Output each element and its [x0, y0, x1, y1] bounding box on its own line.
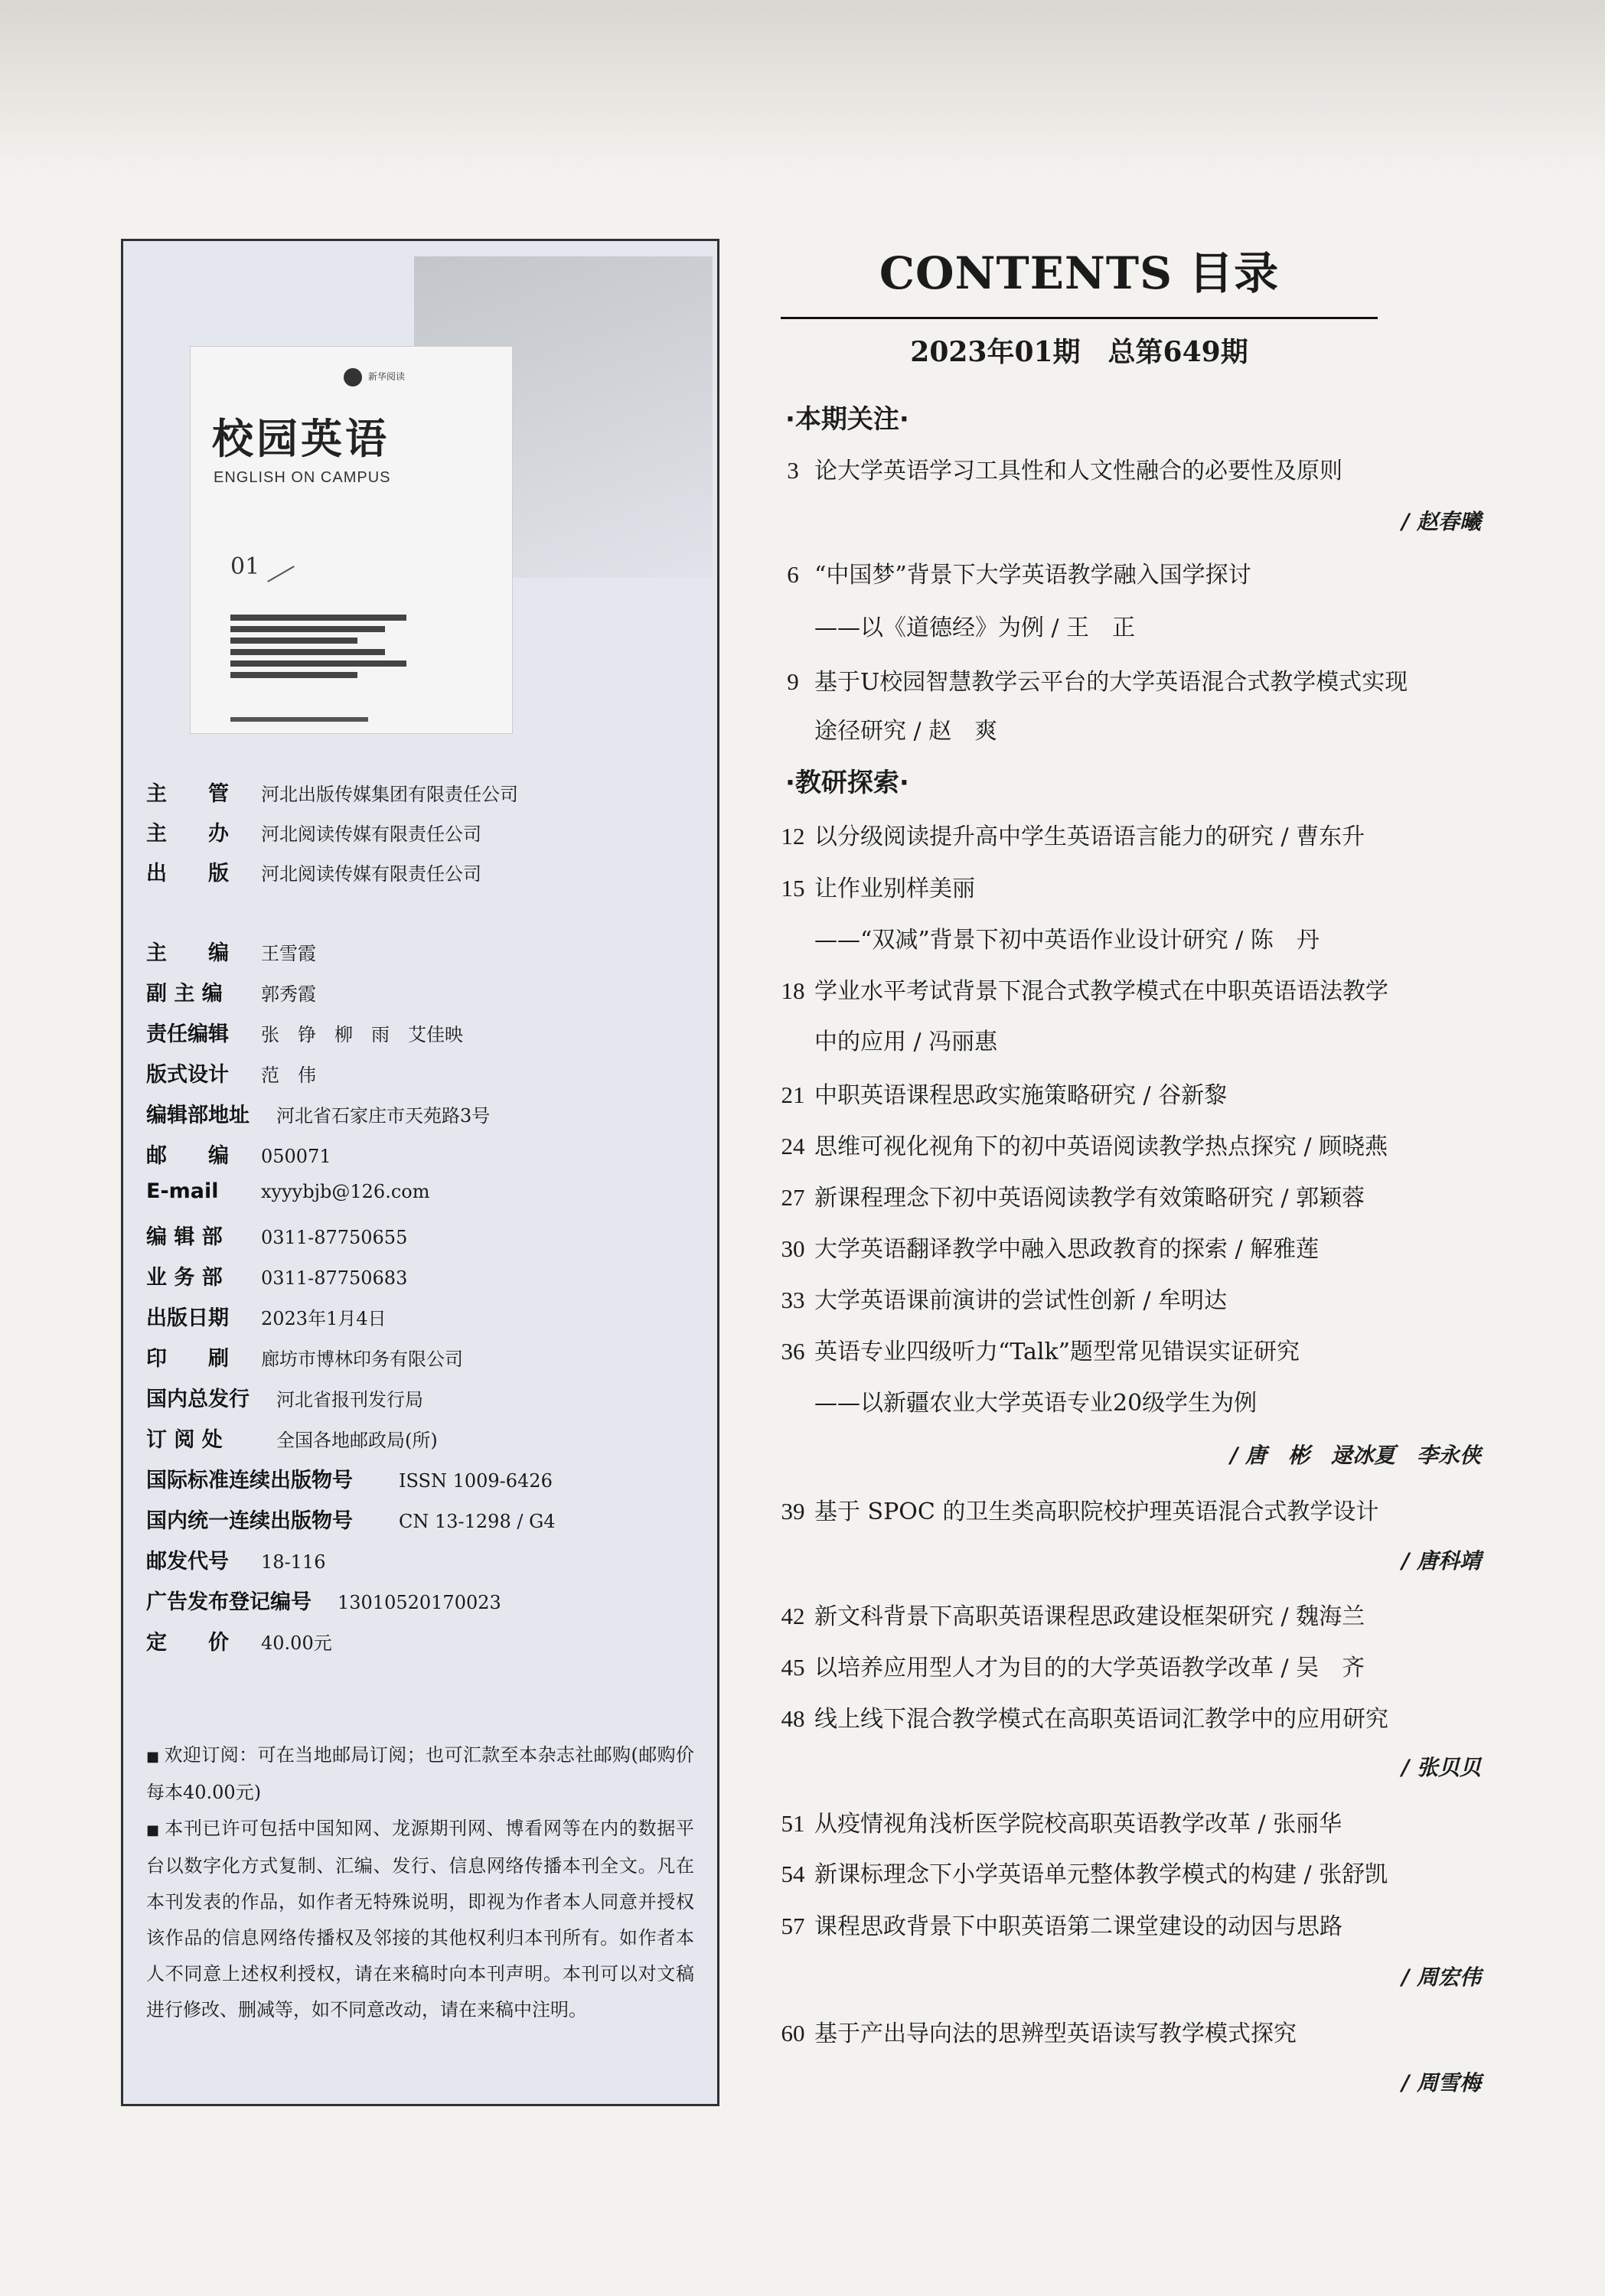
toc-title-continued: 中的应用 / 冯丽惠 — [814, 1029, 998, 1055]
info-row — [146, 1585, 705, 1615]
info-row — [146, 1301, 705, 1331]
info-label: 主 办 — [146, 822, 229, 846]
heading-rule — [781, 317, 1378, 319]
info-label: 版式设计 — [146, 1063, 229, 1087]
info-row — [146, 817, 705, 846]
toc-title: 新文科背景下高职英语课程思政建设框架研究 / 魏海兰 — [814, 1603, 1365, 1630]
info-label: 广告发布登记编号 — [146, 1590, 312, 1614]
toc-title: 课程思政背景下中职英语第二课堂建设的动因与思路 — [814, 1913, 1342, 1940]
toc-page: 18 — [781, 977, 805, 1004]
toc-title-continued: ——以新疆农业大学英语专业20级学生为例 — [814, 1390, 1258, 1417]
info-label: 国内总发行 — [146, 1388, 250, 1411]
toc-entry[interactable] — [772, 2014, 1297, 2048]
cover-issue: 01 — [230, 553, 260, 580]
info-label: 业 务 部 — [146, 1266, 223, 1290]
info-label: 编辑部地址 — [146, 1104, 250, 1127]
notice-block — [146, 1737, 694, 2028]
info-label: 印 刷 — [146, 1347, 229, 1371]
info-row — [146, 1423, 705, 1453]
toc-author: / 唐科靖 — [1401, 1548, 1481, 1574]
toc-page: 9 — [787, 668, 799, 695]
toc-entry[interactable] — [772, 1855, 1388, 1889]
info-row — [146, 1179, 705, 1203]
toc-entry[interactable] — [772, 1230, 1319, 1264]
info-row — [146, 1504, 705, 1534]
square-bullet-icon: ■ — [146, 1822, 165, 1838]
info-value: 40.00元 — [261, 1632, 332, 1654]
toc-page: 57 — [781, 1913, 805, 1939]
info-value: 0311-87750683 — [261, 1267, 408, 1289]
cover-title: 校园英语 — [212, 415, 390, 463]
info-label: 定 价 — [146, 1631, 229, 1655]
toc-page: 54 — [781, 1861, 805, 1887]
section-heading: ·教研探索· — [785, 768, 909, 798]
toc-title: 线上线下混合教学模式在高职英语词汇教学中的应用研究 — [814, 1706, 1388, 1733]
info-value: 廊坊市博林印务有限公司 — [261, 1349, 463, 1370]
toc-title: 以分级阅读提升高中学生英语语言能力的研究 / 曹东升 — [814, 823, 1365, 850]
issue-line: 2023年01期 总第649期 — [910, 336, 1248, 368]
toc-page: 24 — [781, 1133, 805, 1159]
info-value: 河北省报刊发行局 — [276, 1389, 423, 1411]
info-label: 订 阅 处 — [146, 1428, 223, 1452]
toc-author: / 周宏伟 — [1401, 1965, 1481, 1990]
toc-page: 15 — [781, 875, 805, 902]
cover-subtitle: ENGLISH ON CAMPUS — [214, 469, 391, 486]
info-row — [146, 1382, 705, 1412]
info-value: 2023年1月4日 — [261, 1308, 387, 1329]
info-label: 编 辑 部 — [146, 1225, 223, 1249]
info-label: 出版日期 — [146, 1306, 229, 1330]
toc-author: / 张贝贝 — [1401, 1755, 1481, 1780]
toc-entry[interactable] — [772, 869, 975, 903]
info-row — [146, 1139, 705, 1169]
toc-title: 让作业别样美丽 — [814, 876, 975, 902]
info-value: CN 13-1298 / G4 — [399, 1511, 556, 1532]
toc-author: / 唐 彬 逯冰夏 李永侠 — [1230, 1443, 1481, 1468]
info-label: 邮发代号 — [146, 1550, 229, 1574]
toc-title: 英语专业四级听力“Talk”题型常见错误实证研究 — [814, 1339, 1300, 1365]
masthead-panel — [121, 239, 719, 2106]
cover-brand: 新华阅读 — [368, 371, 406, 382]
contents-heading: CONTENTS 目录 — [879, 247, 1280, 299]
info-label: E-mail — [146, 1179, 219, 1203]
toc-author: / 周雪梅 — [1401, 2070, 1481, 2095]
info-value: 全国各地邮政局(所) — [276, 1430, 438, 1451]
info-value: 郭秀霞 — [261, 983, 316, 1005]
info-label: 主 编 — [146, 941, 229, 965]
square-bullet-icon: ■ — [146, 1749, 165, 1765]
info-label: 副 主 编 — [146, 982, 223, 1006]
toc-page: 33 — [781, 1287, 805, 1313]
toc-title: 新课程理念下初中英语阅读教学有效策略研究 / 郭颖蓉 — [814, 1185, 1365, 1212]
info-value: 河北省石家庄市天苑路3号 — [276, 1105, 491, 1127]
toc-entry[interactable] — [772, 1907, 1342, 1941]
toc-entry[interactable] — [772, 1700, 1388, 1733]
info-value: ISSN 1009-6426 — [399, 1470, 553, 1492]
toc-entry[interactable] — [772, 1597, 1365, 1631]
toc-title: 基于 SPOC 的卫生类高职院校护理英语混合式教学设计 — [814, 1499, 1379, 1525]
toc-page: 51 — [781, 1810, 805, 1837]
toc-entry[interactable] — [772, 1179, 1365, 1212]
info-value: 050071 — [261, 1146, 331, 1167]
info-row — [146, 856, 705, 886]
toc-title: 新课标理念下小学英语单元整体教学模式的构建 / 张舒凯 — [814, 1861, 1388, 1888]
toc-entry[interactable] — [772, 1332, 1300, 1366]
info-value: 范 伟 — [261, 1065, 316, 1086]
toc-page: 42 — [781, 1603, 805, 1629]
info-value: xyyybjb@126.com — [261, 1181, 430, 1202]
toc-entry[interactable] — [772, 1076, 1227, 1110]
toc-title-continued: 途径研究 / 赵 爽 — [814, 718, 998, 745]
toc-title-continued: ——以《道德经》为例 / 王 正 — [814, 615, 1136, 641]
toc-entry[interactable] — [772, 1649, 1365, 1682]
cover-toc-lines — [230, 615, 406, 683]
info-row — [146, 1098, 705, 1128]
info-row — [146, 977, 705, 1006]
info-row — [146, 1017, 705, 1047]
notice-subscribe: 欢迎订阅：可在当地邮局订阅；也可汇款至本杂志社邮购(邮购价每本40.00元) — [146, 1744, 694, 1803]
info-label: 邮 编 — [146, 1144, 229, 1168]
toc-title: 基于U校园智慧教学云平台的大学英语混合式教学模式实现 — [814, 669, 1408, 696]
toc-title: 大学英语翻译教学中融入思政教育的探索 / 解雅莲 — [814, 1236, 1320, 1263]
toc-title: 论大学英语学习工具性和人文性融合的必要性及原则 — [814, 458, 1342, 484]
info-value: 13010520170023 — [338, 1592, 501, 1613]
section-heading: ·本期关注· — [785, 404, 909, 435]
info-value: 张 铮 柳 雨 艾佳映 — [261, 1024, 463, 1045]
toc-title: “中国梦”背景下大学英语教学融入国学探讨 — [814, 562, 1251, 589]
toc-entry[interactable] — [772, 1127, 1388, 1161]
toc-page: 48 — [781, 1705, 805, 1732]
toc-page: 27 — [781, 1184, 805, 1211]
info-row — [146, 1342, 705, 1371]
toc-title: 从疫情视角浅析医学院校高职英语教学改革 / 张丽华 — [814, 1811, 1342, 1838]
info-row — [146, 1261, 705, 1290]
toc-entry[interactable] — [772, 1281, 1227, 1315]
toc-entry[interactable] — [772, 1805, 1342, 1838]
info-value: 王雪霞 — [261, 943, 316, 964]
cover-thumbnail — [191, 347, 512, 733]
toc-entry[interactable] — [772, 817, 1365, 851]
info-label: 出 版 — [146, 862, 229, 885]
toc-entry[interactable] — [772, 1492, 1378, 1526]
notice-copyright: 本刊已许可包括中国知网、龙源期刊网、博看网等在内的数据平台以数字化方式复制、汇编、发行、信息网络传播本刊全文。凡在本刊发表的作品，如作者无特殊说明，即视为作者本人同意并授权该作品的信息网络传播权及邻接的其他权利归本刊所有。如作者本人不同意上述权利授权，请在来稿时向本刊声明。本刊可以对文稿进行修改、删减等，如不同意改动，请在来稿中注明。 — [146, 1818, 694, 2020]
toc-title: 中职英语课程思政实施策略研究 / 谷新黎 — [814, 1082, 1228, 1109]
cover-issue-mark — [267, 566, 295, 582]
toc-title: 基于产出导向法的思辨型英语读写教学模式探究 — [814, 2020, 1297, 2047]
toc-page: 45 — [781, 1654, 805, 1681]
info-value: 河北阅读传媒有限责任公司 — [261, 863, 481, 885]
toc-author: / 赵春曦 — [1401, 509, 1481, 534]
info-label: 国内统一连续出版物号 — [146, 1509, 353, 1533]
info-row — [146, 777, 705, 807]
info-label: 国际标准连续出版物号 — [146, 1469, 353, 1492]
info-row — [146, 1058, 705, 1088]
toc-title: 思维可视化视角下的初中英语阅读教学热点探究 / 顾晓燕 — [814, 1133, 1388, 1160]
info-label: 责任编辑 — [146, 1022, 229, 1046]
publisher-logo-icon — [344, 368, 362, 386]
toc-page: 21 — [781, 1081, 805, 1108]
toc-title: 大学英语课前演讲的尝试性创新 / 牟明达 — [814, 1287, 1228, 1314]
info-row — [146, 936, 705, 966]
cover-footer-line — [230, 717, 368, 722]
toc-entry[interactable] — [772, 663, 1408, 696]
toc-page: 30 — [781, 1235, 805, 1262]
info-row — [146, 1626, 705, 1655]
toc-page: 36 — [781, 1338, 805, 1365]
toc-title-continued: ——“双减”背景下初中英语作业设计研究 / 陈 丹 — [814, 927, 1320, 954]
toc-entry[interactable] — [772, 972, 1388, 1006]
info-value: 0311-87750655 — [261, 1227, 408, 1248]
scan-shadow — [0, 0, 1605, 176]
toc-page: 6 — [787, 561, 799, 588]
info-row — [146, 1220, 705, 1250]
info-value: 河北出版传媒集团有限责任公司 — [261, 784, 518, 805]
toc-title: 以培养应用型人才为目的的大学英语教学改革 / 吴 齐 — [814, 1655, 1365, 1681]
toc-page: 60 — [781, 2020, 805, 2047]
info-label: 主 管 — [146, 782, 229, 806]
toc-entry[interactable] — [772, 452, 1342, 485]
toc-page: 12 — [781, 823, 805, 850]
toc-entry[interactable] — [772, 556, 1251, 589]
toc-page: 3 — [787, 457, 799, 484]
toc-title: 学业水平考试背景下混合式教学模式在中职英语语法教学 — [814, 978, 1388, 1005]
info-row — [146, 1544, 705, 1574]
info-row — [146, 1463, 705, 1493]
info-value: 河北阅读传媒有限责任公司 — [261, 823, 481, 845]
toc-page: 39 — [781, 1498, 805, 1525]
info-value: 18-116 — [261, 1551, 326, 1573]
